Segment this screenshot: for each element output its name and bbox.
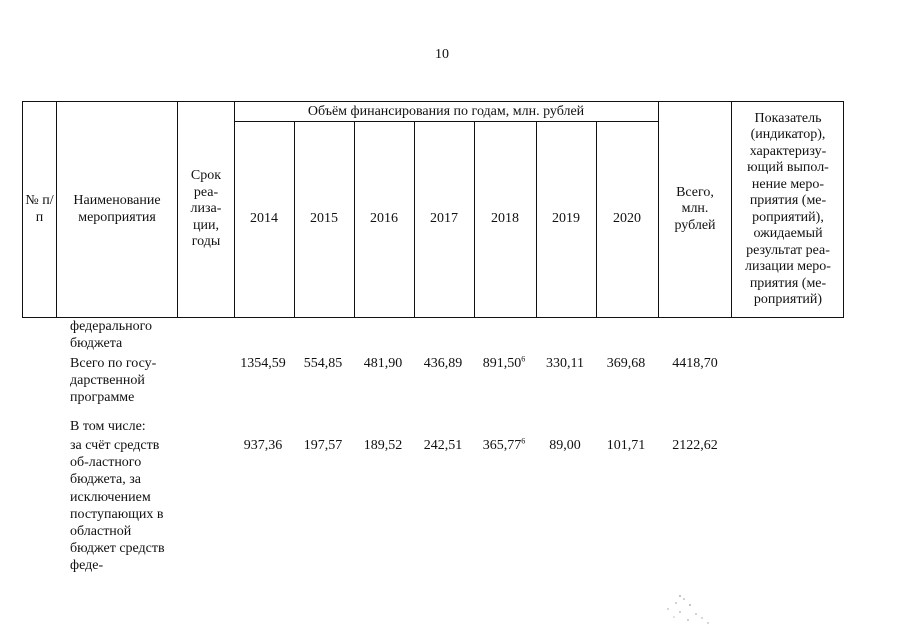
footnote-mark: 6 [521,354,526,364]
cell-regional-2017: 242,51 [423,438,463,453]
header-indicator: Показатель (индикатор), характеризу-ющий выпол-нение меро-приятия (ме-роприятий), ожидаемый результат реа-лизации меро-приятия (ме-роприятий) [745,110,831,307]
cell-total-2017: 436,89 [423,356,463,371]
cell-total-2016: 481,90 [363,356,403,371]
cell-regional-2018 [473,438,535,454]
cell-total-2018 [473,356,535,372]
cell-total-sum: 4418,70 [672,356,718,371]
header-year-2014: 2014 [250,210,278,226]
header-year-2019: 2019 [552,210,580,226]
row-name-total: Всего по госу-дарственной программе [70,356,157,406]
header-year-2018: 2018 [491,210,519,226]
header-year-2016: 2016 [370,210,398,226]
cell-regional-2020: 101,71 [606,438,646,453]
cell-total-2020: 369,68 [606,356,646,371]
header-year-2020: 2020 [613,210,641,226]
cell-total-2018-value: 891,50 [482,356,522,371]
cell-regional-2018-value: 365,77 [482,438,522,453]
cell-regional-2019: 89,00 [549,438,581,453]
column-divider [177,102,178,317]
row-name-federal: федерального бюджета [70,319,153,352]
cell-total-2014: 1354,59 [240,356,286,371]
footnote-mark: 6 [521,436,526,446]
cell-total-2015: 554,85 [303,356,343,371]
cell-regional-2014: 937,36 [243,438,283,453]
header-year-2017: 2017 [430,210,458,226]
cell-regional-2016: 189,52 [363,438,403,453]
row-name-regional: за счёт средств об-ластного бюджета, за исключением поступающих в областной бюджет средств феде- [70,438,165,574]
row-name-including: В том числе: [70,419,146,434]
cell-regional-sum: 2122,62 [672,438,718,453]
page-number: 10 [435,47,449,62]
cell-regional-2015: 197,57 [303,438,343,453]
header-total: Всего, млн. рублей [674,184,716,233]
column-divider [56,102,57,317]
table-header [22,101,844,318]
header-term: Срок реа-лиза-ции, годы [190,168,222,250]
scan-artifact [650,590,720,630]
column-divider [658,102,659,317]
funding-title: Объём финансирования по годам, млн. рублей [307,103,585,119]
cell-total-2019: 330,11 [546,356,584,371]
header-num: № п/п [25,193,54,225]
header-year-2015: 2015 [310,210,338,226]
column-divider [731,102,732,317]
header-name: Наименование мероприятия [73,193,161,225]
